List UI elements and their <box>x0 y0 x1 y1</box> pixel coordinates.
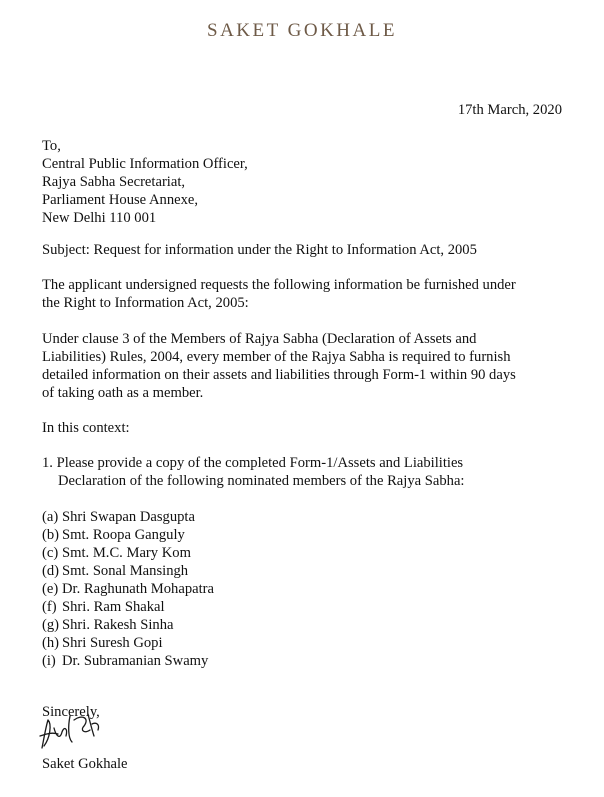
member-list <box>42 508 572 670</box>
salutation: To, <box>42 138 61 154</box>
list-item <box>42 634 572 652</box>
clause-line: Under clause 3 of the Members of Rajya Sabha (Declaration of Assets and <box>42 331 477 347</box>
request-line: 1. Please provide a copy of the completed Form-1/Assets and Liabilities <box>42 455 464 471</box>
list-marker: (e) <box>42 581 59 597</box>
list-item <box>42 508 572 526</box>
list-marker: (g) <box>42 617 60 633</box>
member-name: Shri. Ram Shakal <box>62 599 165 615</box>
list-marker: (d) <box>42 563 60 579</box>
letter-date: 17th March, 2020 <box>457 102 562 118</box>
intro-line: the Right to Information Act, 2005: <box>42 295 249 311</box>
list-item <box>42 526 572 544</box>
list-item <box>42 598 572 616</box>
address-line: Parliament House Annexe, <box>42 192 199 208</box>
member-name: Shri Swapan Dasgupta <box>62 509 195 525</box>
intro-paragraph <box>42 276 572 312</box>
list-marker: (h) <box>42 635 60 651</box>
member-name: Smt. Sonal Mansingh <box>62 563 189 579</box>
list-item <box>42 544 572 562</box>
list-marker: (b) <box>42 527 60 543</box>
subject-line: Subject: Request for information under the Right to Information Act, 2005 <box>42 242 477 258</box>
recipient-address <box>42 137 572 227</box>
list-marker: (c) <box>42 545 59 561</box>
list-item <box>42 616 572 634</box>
member-name: Dr. Subramanian Swamy <box>62 653 209 669</box>
list-item <box>42 652 572 670</box>
member-name: Shri Suresh Gopi <box>62 635 163 651</box>
request-line: Declaration of the following nominated members of the Rajya Sabha: <box>58 473 465 489</box>
clause-paragraph <box>42 330 572 402</box>
intro-line: The applicant undersigned requests the following information be furnished under <box>42 277 516 293</box>
clause-line: Liabilities) Rules, 2004, every member of the Rajya Sabha is required to furnish <box>42 349 511 365</box>
closing-line: Sincerely, <box>42 704 100 720</box>
address-line: Central Public Information Officer, <box>42 156 248 172</box>
handwritten-signature <box>34 708 104 756</box>
member-name: Dr. Raghunath Mohapatra <box>62 581 214 597</box>
request-item <box>42 454 572 490</box>
member-name: Smt. Roopa Ganguly <box>62 527 185 543</box>
list-marker: (i) <box>42 653 56 669</box>
address-line: Rajya Sabha Secretariat, <box>42 174 186 190</box>
signer-name: Saket Gokhale <box>42 756 128 772</box>
member-name: Smt. M.C. Mary Kom <box>62 545 191 561</box>
list-item <box>42 562 572 580</box>
member-name: Shri. Rakesh Sinha <box>62 617 174 633</box>
list-marker: (a) <box>42 509 59 525</box>
list-item <box>42 580 572 598</box>
clause-line: detailed information on their assets and liabilities through Form-1 within 90 days <box>42 367 516 383</box>
context-line: In this context: <box>42 420 130 436</box>
list-marker: (f) <box>42 599 57 615</box>
clause-line: of taking oath as a member. <box>42 385 204 401</box>
address-line: New Delhi 110 001 <box>42 210 157 226</box>
letterhead-name: SAKET GOKHALE <box>207 20 397 41</box>
